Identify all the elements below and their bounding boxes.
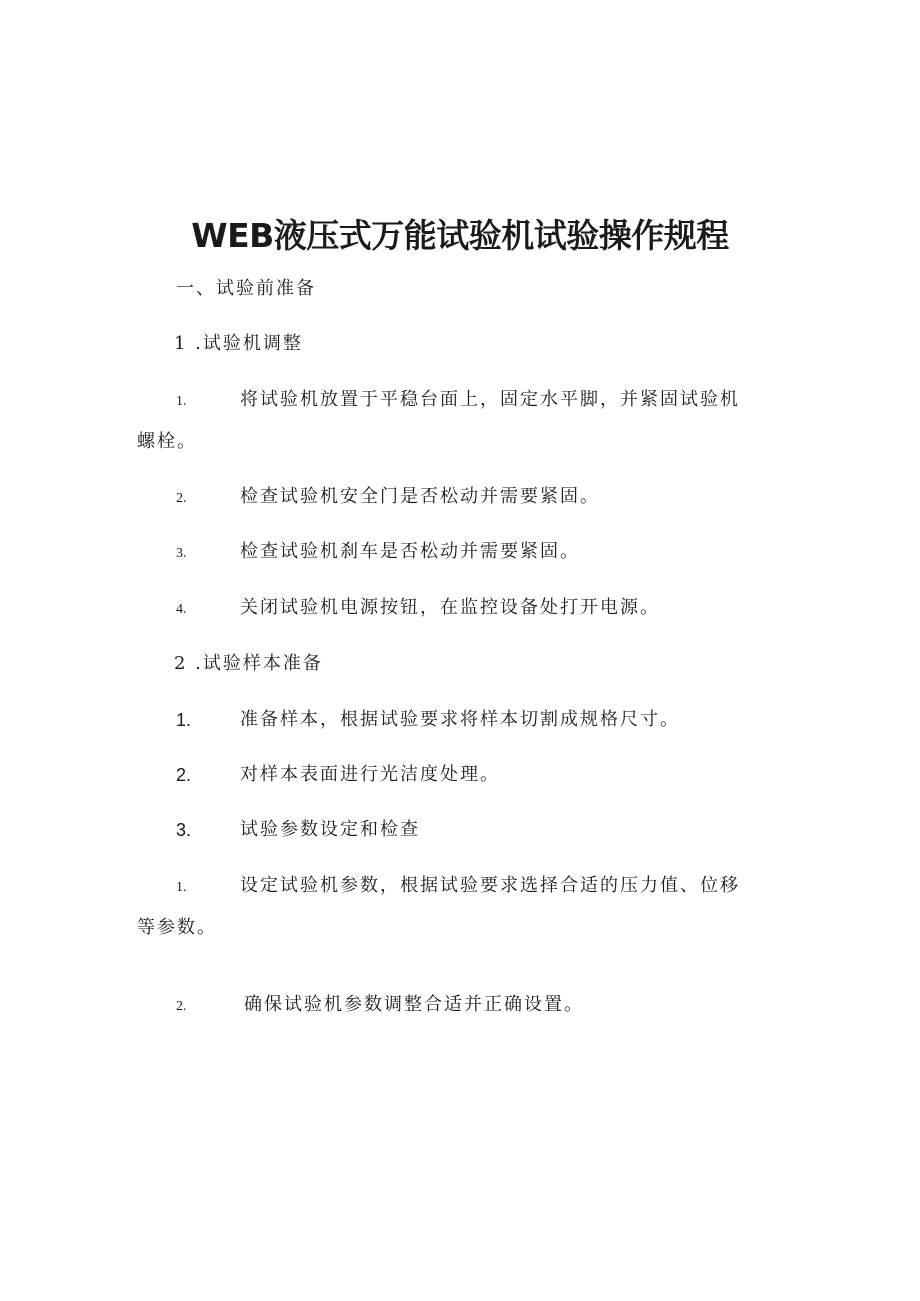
list-item-text: 检查试验机刹车是否松动并需要紧固。	[240, 541, 580, 562]
list-item-continuation: 等参数。	[137, 917, 217, 938]
list-item-text: 设定试验机参数，根据试验要求选择合适的压力值、位移	[240, 875, 740, 896]
list-item-number: 3.	[176, 820, 192, 840]
list-item-text: 试验参数设定和检查	[240, 819, 420, 840]
subsection-heading: 2 .试验样本准备	[174, 653, 323, 674]
list-item-number: 4.	[176, 602, 187, 617]
subsection-heading: 1 .试验机调整	[174, 333, 303, 354]
document-title: WEB液压式万能试验机试验操作规程	[191, 216, 729, 255]
list-item-text: 检查试验机安全门是否松动并需要紧固。	[240, 486, 600, 507]
list-item-continuation: 螺栓。	[137, 431, 197, 452]
list-item-text: 将试验机放置于平稳台面上，固定水平脚，并紧固试验机	[240, 389, 740, 410]
list-item-number: 2.	[176, 491, 187, 506]
list-item-number: 1.	[176, 394, 187, 409]
list-item-text: 关闭试验机电源按钮，在监控设备处打开电源。	[240, 597, 660, 618]
list-item-number: 1.	[176, 880, 187, 895]
list-item-text: 确保试验机参数调整合适并正确设置。	[244, 994, 584, 1015]
list-item-number: 3.	[176, 546, 187, 561]
list-item-number: 1.	[176, 710, 192, 730]
list-item-text: 准备样本，根据试验要求将样本切割成规格尺寸。	[240, 709, 680, 730]
section-heading: 一、试验前准备	[176, 278, 316, 299]
list-item-number: 2.	[176, 999, 187, 1014]
list-item-text: 对样本表面进行光洁度处理。	[240, 764, 500, 785]
list-item-number: 2.	[176, 765, 192, 785]
